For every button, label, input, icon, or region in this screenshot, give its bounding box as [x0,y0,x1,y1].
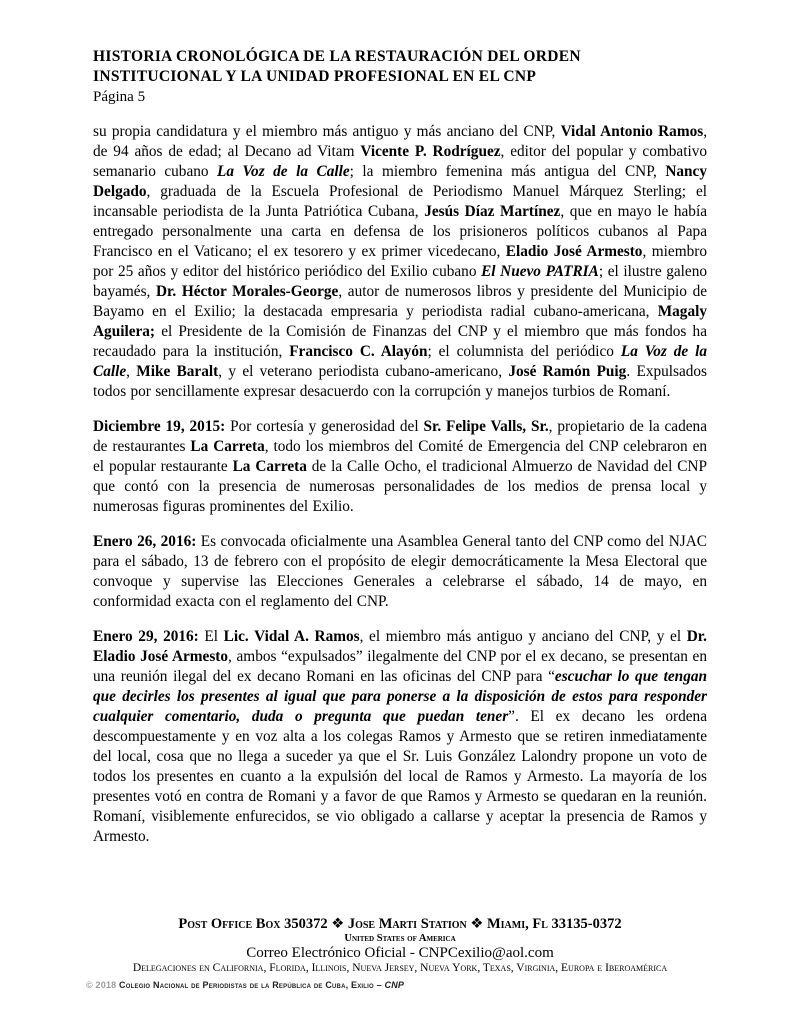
paragraph-enero-29-2016: Enero 29, 2016: El Lic. Vidal A. Ramos, el miembro más antiguo y anciano del CNP, y el Dr. Eladio José Armesto, ambos “expulsados” ilegalmente del CNP por el ex decano, se presentan en una reunión ilegal del ex decano Romani en las oficinas del CNP para “escuchar lo que tengan que decirles los presentes al igual que para ponerse a la disposición de estos para responder cualquier comentario, duda o pregunta que puedan tener”. El ex decano les ordena descompuestamente y en voz alta a los colegas Ramos y Armesto que se retiren inmediatamente del local, cosa que no llega a suceder ya que el Sr. Luis González Lalondry propone un voto de todos los presentes en cuanto a la expulsión del local de Ramos y Armesto. La mayoría de los presentes votó en contra de Romani y a favor de que Ramos y Armesto se quedaran en la reunión. Romaní, visiblemente enfurecidos, se vio obligado a callarse y aceptar la presencia de Ramos y Armesto. [93,628,708,845]
paragraph-enero-26-2016: Enero 26, 2016: Es convocada oficialmente una Asamblea General tanto del CNP como del NJAC para el sábado, 13 de febrero con el propósito de elegir democráticamente la Mesa Electoral que convoque y supervise las Elecciones Generales a celebrarse el sábado, 14 de mayo, en conformidad exacta con el reglamento del CNP. [93,533,707,610]
page-number-label: Página 5 [93,89,146,105]
footer-delegations-line: Delegaciones en California, Florida, Illinois, Nueva Jersey, Nueva York, Texas, Virginia, Europa e Iberoamérica [132,962,668,974]
footer-address-line: Post Office Box 350372 ❖ Jose Marti Station ❖ Miami, Fl 33135-0372 [178,916,622,932]
document-title-line-2: INSTITUCIONAL Y LA UNIDAD PROFESIONAL EN EL CNP [93,68,537,85]
document-title-line-1: HISTORIA CRONOLÓGICA DE LA RESTAURACIÓN DEL ORDEN [93,48,581,65]
copyright-year: © 2018 [86,980,117,990]
paragraph-expulsados: su propia candidatura y el miembro más antiguo y más anciano del CNP, Vidal Antonio Ramos, de 94 años de edad; al Decano ad Vitam Vicente P. Rodríguez, editor del popular y combativo semanario cubano La Voz de la Calle; la miembro femenina más antigua del CNP, Nancy Delgado, graduada de la Escuela Profesional de Periodismo Manuel Márquez Sterling; el incansable periodista de la Junta Patriótica Cubana, Jesús Díaz Martínez, que en mayo le había entregado personalmente una carta en defensa de los prisioneros políticos cubanos al Papa Francisco en el Vaticano; el ex tesorero y ex primer vicedecano, Eladio José Armesto, miembro por 25 años y editor del histórico periódico del Exilio cubano El Nuevo PATRIA; el ilustre galeno bayamés, Dr. Héctor Morales-George, autor de numerosos libros y presidente del Municipio de Bayamo en el Exilio; la destacada empresaria y periodista radial cubano-americana, Magaly Aguilera; el Presidente de la Comisión de Finanzas del CNP y el miembro que más fondos ha recaudado para la institución, Francisco C. Alayón; el columnista del periódico La Voz de la Calle, Mike Baralt, y el veterano periodista cubano-americano, José Ramón Puig. Expulsados todos por sencillamente expresar desacuerdo con la corrupción y manejos turbios de Romaní. [93,123,708,400]
copyright-acronym: CNP [384,980,405,990]
footer-country-line: United States of America [344,933,456,944]
document-footer [0,916,800,990]
document-header [93,47,707,107]
footer-email-line: Correo Electrónico Oficial - CNPCexilio@aol.com [246,945,554,961]
document-body [93,122,707,847]
paragraph-diciembre-19-2015: Diciembre 19, 2015: Por cortesía y generosidad del Sr. Felipe Valls, Sr., propietario de la cadena de restaurantes La Carreta, todo los miembros del Comité de Emergencia del CNP celebraron en el popular restaurante La Carreta de la Calle Ocho, el tradicional Almuerzo de Navidad del CNP que contó con la presencia de numerosas personalidades de los medios de prensa local y numerosas figuras prominentes del Exilio. [93,418,708,515]
footer-copyright-line [0,980,800,990]
copyright-organization: Colegio Nacional de Periodistas de la República de Cuba, Exilio – [116,980,385,990]
